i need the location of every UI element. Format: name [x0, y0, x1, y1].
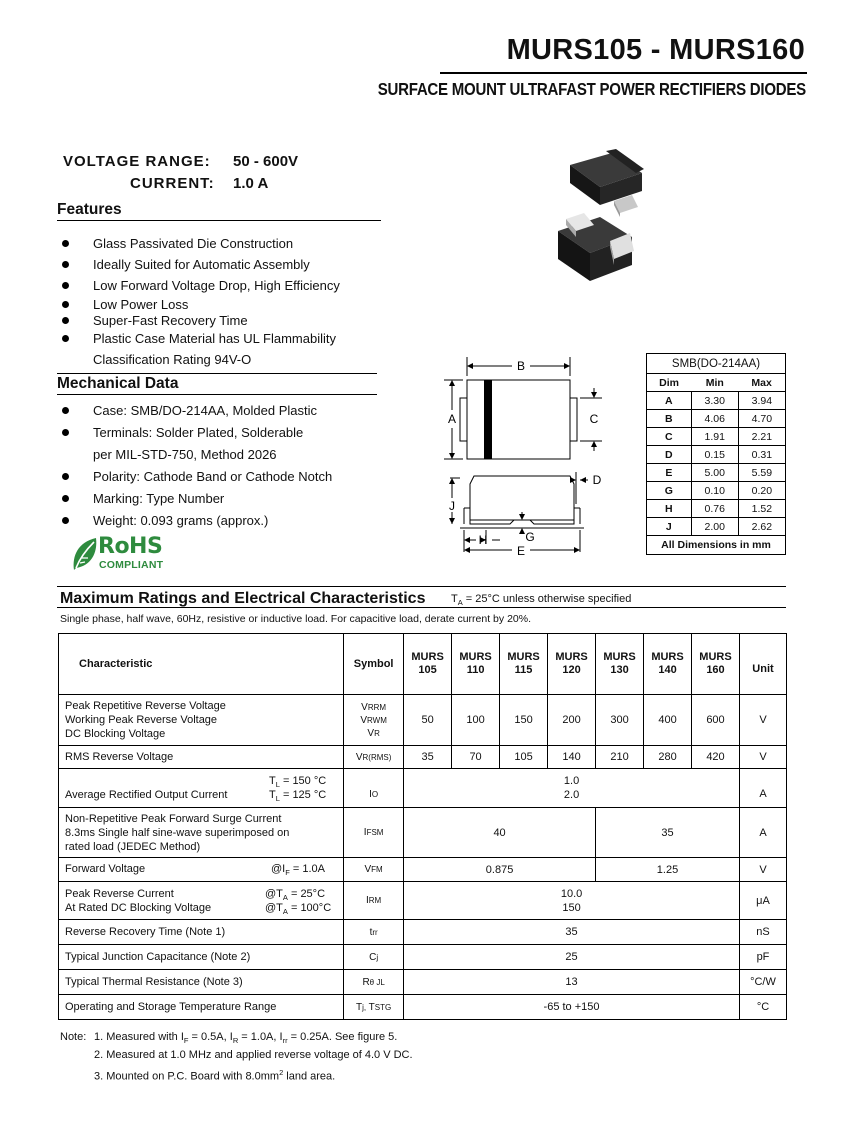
dim-label-g: G — [525, 530, 535, 544]
row-unit: nS — [739, 920, 786, 945]
dim-min: 0.15 — [691, 446, 738, 464]
features-rule — [57, 220, 381, 221]
dim-max: 1.52 — [738, 500, 785, 518]
dim-name: H — [647, 500, 692, 518]
cathode-band — [484, 380, 492, 459]
list-item: Low Power Loss — [62, 297, 340, 313]
row-unit: V — [739, 858, 786, 882]
dim-min: 0.76 — [691, 500, 738, 518]
dim-row — [647, 464, 786, 482]
row-characteristic: RMS Reverse Voltage — [59, 746, 344, 769]
voltage-range-label: VOLTAGE RANGE: — [63, 153, 211, 170]
bullet-icon — [62, 495, 69, 502]
dim-name: E — [647, 464, 692, 482]
bullet-icon — [62, 517, 69, 524]
row-symbol: Rθ JL — [344, 970, 404, 995]
leaf-icon — [70, 536, 100, 572]
dim-label-c: C — [589, 412, 599, 426]
col-header-part: MURS 115 — [500, 634, 548, 695]
row-unit: °C/W — [739, 970, 786, 995]
single-phase-note: Single phase, half wave, 60Hz, resistive or inductive load. For capacitive load, derate current by 20%. — [60, 613, 531, 625]
mechanical-rule — [57, 394, 377, 395]
row-characteristic: Typical Thermal Resistance (Note 3) — [59, 970, 344, 995]
row-unit: A — [739, 808, 786, 858]
row-value: 35 — [404, 920, 740, 945]
dim-table-caption: SMB(DO-214AA) — [647, 354, 786, 374]
row-value: 25 — [404, 945, 740, 970]
dim-label-a: A — [447, 412, 457, 426]
dim-min: 0.10 — [691, 482, 738, 500]
row-unit: A — [739, 769, 786, 808]
table-row — [59, 858, 787, 882]
col-header-symbol: Symbol — [344, 634, 404, 695]
dim-max: 4.70 — [738, 410, 785, 428]
dim-col-header: Min — [691, 374, 738, 392]
row-value: -65 to +150 — [404, 995, 740, 1020]
row-value: 35 — [404, 746, 452, 769]
dim-label-b: B — [516, 359, 526, 373]
col-header-part: MURS 120 — [548, 634, 596, 695]
rohs-text: RoHS — [98, 534, 163, 559]
row-value: 1.25 — [596, 858, 740, 882]
col-header-part: MURS 160 — [692, 634, 740, 695]
row-value: 600 — [692, 695, 740, 746]
bullet-icon — [62, 317, 69, 324]
row-characteristic: Peak Reverse Current $@T_A = 25^\circ C$ At Rated DC Blocking Voltage $@T_A = 100^\circ C$ — [59, 882, 344, 920]
row-symbol: IFSM — [344, 808, 404, 858]
rohs-logo — [70, 534, 180, 574]
list-item: Low Forward Voltage Drop, High Efficiency — [62, 278, 340, 297]
row-symbol: IRM — [344, 882, 404, 920]
row-symbol: Tj, TSTG — [344, 995, 404, 1020]
ratings-heading: Maximum Ratings and Electrical Characteristics — [60, 590, 426, 607]
row-characteristic: $T_L = 150$ °C Average Rectified Output Current $T_L = 125$ °C — [59, 769, 344, 808]
list-item-continued: Classification Rating 94V-O — [93, 352, 252, 367]
row-unit: V — [739, 746, 786, 769]
table-row — [59, 920, 787, 945]
bullet-icon — [62, 473, 69, 480]
list-item: Super-Fast Recovery Time — [62, 313, 340, 331]
list-item: Ideally Suited for Automatic Assembly — [62, 257, 340, 278]
features-list — [62, 236, 340, 370]
package-photo — [548, 143, 648, 293]
dim-min: 3.30 — [691, 392, 738, 410]
row-value: 13 — [404, 970, 740, 995]
dim-label-h: H — [478, 533, 488, 547]
row-characteristic: Non-Repetitive Peak Forward Surge Current 8.3ms Single half sine-wave superimposed on rated load (JEDEC Method) — [59, 808, 344, 858]
top-view-body — [467, 380, 570, 459]
col-header-part: MURS 105 — [404, 634, 452, 695]
dim-row — [647, 500, 786, 518]
features-heading: Features — [57, 201, 122, 218]
dim-max: 0.31 — [738, 446, 785, 464]
col-header-part: MURS 110 — [452, 634, 500, 695]
row-value: 400 — [644, 695, 692, 746]
dim-name: A — [647, 392, 692, 410]
row-symbol: VRRM VRWM VR — [344, 695, 404, 746]
dim-label-e: E — [516, 544, 526, 558]
row-symbol: IO — [344, 769, 404, 808]
row-symbol: VFM — [344, 858, 404, 882]
row-characteristic: Peak Repetitive Reverse Voltage Working Peak Reverse Voltage DC Blocking Voltage — [59, 695, 344, 746]
list-item: Marking: Type Number — [62, 491, 332, 513]
list-item: Polarity: Cathode Band or Cathode Notch — [62, 469, 332, 491]
ratings-top-rule — [57, 586, 786, 587]
table-row — [59, 746, 787, 769]
row-symbol: Cj — [344, 945, 404, 970]
row-value: 150 — [500, 695, 548, 746]
table-row — [59, 945, 787, 970]
characteristics-table — [58, 633, 787, 1020]
dim-max: 3.94 — [738, 392, 785, 410]
dim-label-d: D — [592, 473, 602, 487]
col-header-part: MURS 140 — [644, 634, 692, 695]
dimension-table — [646, 353, 786, 555]
row-value: 100 — [452, 695, 500, 746]
note-2: 2. Measured at 1.0 MHz and applied reverse voltage of 4.0 V DC. — [94, 1049, 413, 1061]
table-row — [59, 769, 787, 808]
row-value: 105 — [500, 746, 548, 769]
list-item-continued: per MIL-STD-750, Method 2026 — [93, 447, 277, 462]
dim-max: 2.21 — [738, 428, 785, 446]
dim-label-j: J — [449, 499, 455, 513]
page-subtitle: SURFACE MOUNT ULTRAFAST POWER RECTIFIERS DIODES — [377, 79, 806, 99]
dim-row — [647, 482, 786, 500]
dim-name: C — [647, 428, 692, 446]
title-rule — [440, 72, 807, 74]
bullet-icon — [62, 407, 69, 414]
voltage-range-value: 50 - 600V — [233, 153, 299, 170]
bullet-icon — [62, 429, 69, 436]
col-header-part: MURS 130 — [596, 634, 644, 695]
list-item: Terminals: Solder Plated, Solderable — [62, 425, 332, 447]
row-unit: μA — [739, 882, 786, 920]
row-value: 420 — [692, 746, 740, 769]
dim-row — [647, 392, 786, 410]
dim-table-body — [647, 392, 786, 536]
dim-row — [647, 428, 786, 446]
mechanical-top-rule — [57, 373, 377, 374]
current-value: 1.0 A — [233, 175, 269, 192]
row-characteristic: Operating and Storage Temperature Range — [59, 995, 344, 1020]
row-symbol: trr — [344, 920, 404, 945]
row-value: 10.0 150 — [404, 882, 740, 920]
dim-max: 2.62 — [738, 518, 785, 536]
mechanical-list — [62, 403, 332, 535]
row-value: 70 — [452, 746, 500, 769]
row-value: 200 — [548, 695, 596, 746]
row-value: 50 — [404, 695, 452, 746]
dim-min: 5.00 — [691, 464, 738, 482]
col-header-unit: Unit — [739, 634, 786, 695]
dim-name: B — [647, 410, 692, 428]
note-1: Note: 1. Measured with $I_F = 0.5A$, $I_R = 1.0A$, $I_{rr} = 0.25A$. See figure 5. — [60, 1031, 398, 1046]
mechanical-heading: Mechanical Data — [57, 375, 179, 392]
dim-col-header: Max — [738, 374, 785, 392]
dim-row — [647, 518, 786, 536]
package-outline-diagram — [430, 352, 630, 562]
table-row — [59, 970, 787, 995]
dim-table-footer: All Dimensions in mm — [647, 536, 786, 555]
bullet-icon — [62, 335, 69, 342]
dim-row — [647, 410, 786, 428]
list-item: Plastic Case Material has UL Flammability — [62, 331, 340, 352]
dim-name: J — [647, 518, 692, 536]
bullet-icon — [62, 301, 69, 308]
page-title: MURS105 - MURS160 — [506, 34, 805, 66]
dim-col-header: Dim — [647, 374, 692, 392]
row-value: 1.0 2.0 — [404, 769, 740, 808]
table-row — [59, 995, 787, 1020]
row-symbol: VR(RMS) — [344, 746, 404, 769]
dim-name: G — [647, 482, 692, 500]
current-label: CURRENT: — [130, 175, 215, 192]
table-row — [59, 882, 787, 920]
row-value: 210 — [596, 746, 644, 769]
row-value: 140 — [548, 746, 596, 769]
row-value: 35 — [596, 808, 740, 858]
row-unit: V — [739, 695, 786, 746]
row-value: 0.875 — [404, 858, 596, 882]
row-value: 300 — [596, 695, 644, 746]
ratings-condition: $T_A = 25^\circ C$ unless otherwise specified — [451, 593, 632, 608]
rohs-compliant: COMPLIANT — [99, 559, 164, 571]
col-header-characteristic: Characteristic — [59, 634, 344, 695]
table-row — [59, 695, 787, 746]
note-3: 3. Mounted on P.C. Board with $8.0mm^2$ land area. — [94, 1068, 336, 1083]
dim-max: 5.59 — [738, 464, 785, 482]
bullet-icon — [62, 240, 69, 247]
table-row — [59, 808, 787, 858]
list-item: Case: SMB/DO-214AA, Molded Plastic — [62, 403, 332, 425]
row-characteristic: Typical Junction Capacitance (Note 2) — [59, 945, 344, 970]
list-item: Glass Passivated Die Construction — [62, 236, 340, 257]
table-header-row — [59, 634, 787, 695]
dim-row — [647, 446, 786, 464]
dim-min: 1.91 — [691, 428, 738, 446]
notes — [60, 1028, 413, 1086]
row-value: 280 — [644, 746, 692, 769]
bullet-icon — [62, 261, 69, 268]
dim-min: 4.06 — [691, 410, 738, 428]
row-characteristic: Reverse Recovery Time (Note 1) — [59, 920, 344, 945]
bullet-icon — [62, 282, 69, 289]
row-unit: pF — [739, 945, 786, 970]
row-characteristic: Forward Voltage $@I_F = 1.0A$ — [59, 858, 344, 882]
dim-max: 0.20 — [738, 482, 785, 500]
dim-name: D — [647, 446, 692, 464]
row-value: 40 — [404, 808, 596, 858]
ratings-bottom-rule — [57, 607, 786, 608]
dim-min: 2.00 — [691, 518, 738, 536]
row-unit: °C — [739, 995, 786, 1020]
list-item: Weight: 0.093 grams (approx.) — [62, 513, 332, 535]
